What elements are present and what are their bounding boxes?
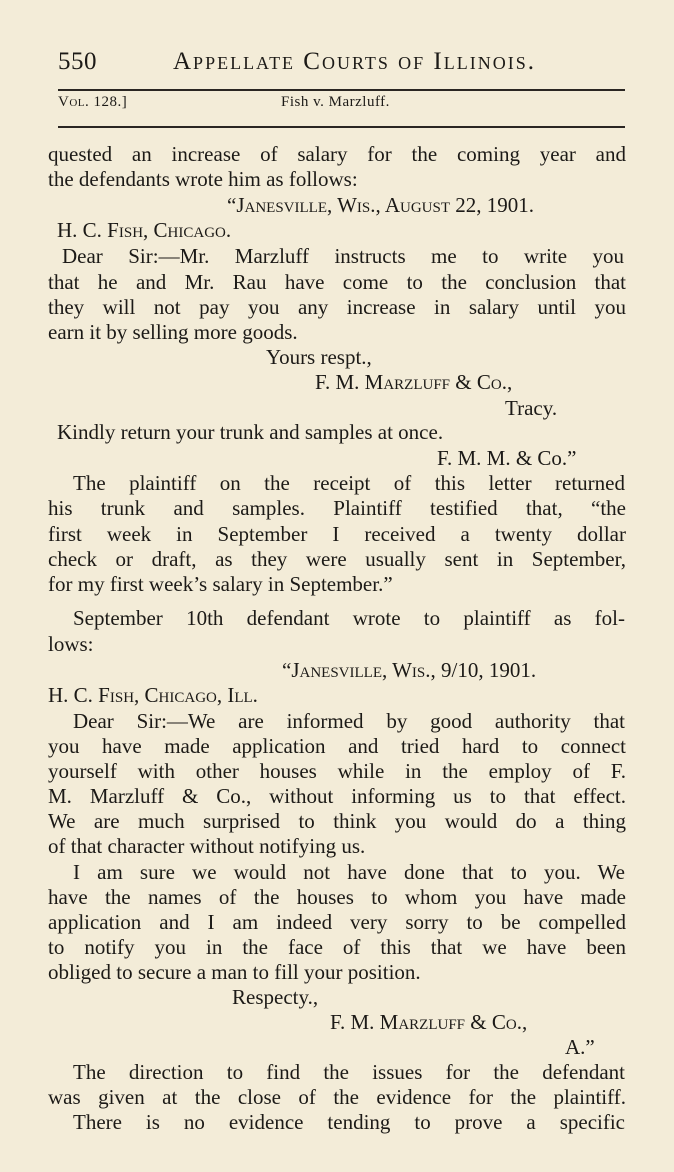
text-line: The plaintiff on the receipt of this letter returned [73, 471, 625, 495]
letter-signer: Tracy. [505, 396, 558, 420]
text-line: The direction to find the issues for the defendant [73, 1060, 625, 1084]
letter-closing: Respecty., [232, 985, 319, 1009]
letter-addressee: H. C. Fish, Chicago. [57, 218, 232, 242]
text-line: I am sure we would not have done that to you. We [73, 860, 625, 884]
text-line: of that character without notifying us. [48, 834, 366, 858]
text-line: Dear Sir:—Mr. Marzluff instructs me to write you [62, 244, 624, 268]
text-line: was given at the close of the evidence for the plaintiff. [48, 1085, 626, 1109]
text-line: M. Marzluff & Co., without informing us to that effect. [48, 784, 626, 808]
text-line: application and I am indeed very sorry to be compelled [48, 910, 626, 934]
text-line: Kindly return your trunk and samples at once. [57, 420, 444, 444]
volume-label: Vol. 128.] [58, 94, 128, 110]
text-line: for my first week’s salary in September.” [48, 572, 393, 596]
letter-dateline: “Janesville, Wis., 9/10, 1901. [282, 658, 537, 682]
letter-signature: F. M. Marzluff & Co., [330, 1010, 528, 1034]
header-rule-bottom [58, 126, 625, 128]
text-line: September 10th defendant wrote to plaintiff as fol- [73, 606, 625, 630]
text-line: obliged to secure a man to fill your position. [48, 960, 421, 984]
running-title: Appellate Courts of Illinois. [173, 48, 536, 75]
letter-addressee: H. C. Fish, Chicago, Ill. [48, 683, 258, 707]
page-number: 550 [58, 48, 97, 75]
text-line: his trunk and samples. Plaintiff testified that, “the [48, 496, 626, 520]
text-line: first week in September I received a twenty dollar [48, 522, 626, 546]
text-line: have the names of the houses to whom you have made [48, 885, 626, 909]
text-line: that he and Mr. Rau have come to the conclusion that [48, 270, 626, 294]
letter-signature: F. M. Marzluff & Co., [315, 370, 513, 394]
text-line: you have made application and tried hard to connect [48, 734, 626, 758]
header-rule-top [58, 89, 625, 91]
text-line: the defendants wrote him as follows: [48, 167, 358, 191]
text-line: lows: [48, 632, 94, 656]
text-line: quested an increase of salary for the coming year and [48, 142, 626, 166]
text-line: We are much surprised to think you would do a thing [48, 809, 626, 833]
case-caption: Fish v. Marzluff. [281, 94, 390, 110]
text-line: to notify you in the face of this that we have been [48, 935, 626, 959]
letter-dateline: “Janesville, Wis., August 22, 1901. [227, 193, 535, 217]
letter-signature: F. M. M. & Co.” [437, 446, 577, 470]
running-head [58, 48, 548, 82]
text-line: earn it by selling more goods. [48, 320, 298, 344]
text-line: yourself with other houses while in the employ of F. [48, 759, 626, 783]
letter-signer: A.” [565, 1035, 595, 1059]
text-line: check or draft, as they were usually sent in September, [48, 547, 626, 571]
text-line: Dear Sir:—We are informed by good authority that [73, 709, 625, 733]
text-line: There is no evidence tending to prove a specific [73, 1110, 625, 1134]
volume-line [58, 94, 618, 120]
letter-closing: Yours respt., [266, 345, 372, 369]
text-line: they will not pay you any increase in salary until you [48, 295, 626, 319]
